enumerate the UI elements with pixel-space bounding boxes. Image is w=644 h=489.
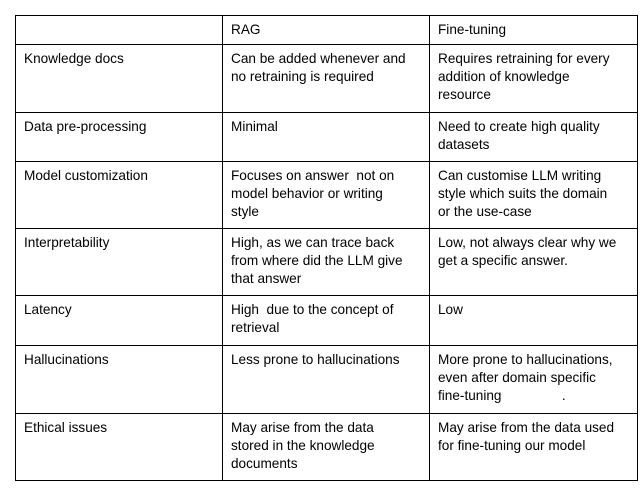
finetuning-cell (430, 414, 638, 481)
cell-text-line: addition of knowledge (438, 69, 570, 84)
rag-cell (223, 414, 430, 481)
cell-text-line: no retraining is required (231, 69, 374, 84)
cell-text-line: for fine-tuning our model (438, 438, 586, 453)
rag-cell (223, 346, 430, 414)
aspect-label: Model customization (24, 168, 148, 183)
aspect-cell (16, 45, 223, 113)
aspect-cell (16, 296, 223, 346)
cell-text-line: High, as we can trace back (231, 235, 395, 250)
header-cell-rag (223, 16, 430, 45)
cell-text-line: Low, not always clear why we (438, 235, 617, 250)
finetuning-cell (430, 346, 638, 414)
aspect-cell (16, 229, 223, 296)
aspect-cell (16, 346, 223, 414)
table-row (16, 229, 638, 296)
table-row (16, 414, 638, 481)
cell-text-line: More prone to hallucinations, (438, 352, 613, 367)
table-row (16, 45, 638, 113)
cell-text-line: resource (438, 87, 491, 102)
aspect-label: Ethical issues (24, 420, 108, 435)
aspect-cell (16, 414, 223, 481)
cell-text-line: stored in the knowledge (231, 438, 375, 453)
finetuning-cell (430, 113, 638, 162)
aspect-label: Interpretability (24, 235, 110, 250)
finetuning-cell (430, 45, 638, 113)
rag-cell (223, 162, 430, 229)
table-row (16, 346, 638, 414)
cell-text-line: Low (438, 302, 463, 317)
cell-text-line: Less prone to hallucinations (231, 352, 400, 367)
cell-text-line: Requires retraining for every (438, 51, 610, 66)
rag-cell (223, 229, 430, 296)
header-row (16, 16, 638, 45)
aspect-label: Hallucinations (24, 352, 109, 367)
table-row (16, 296, 638, 346)
header-label: Fine-tuning (438, 22, 507, 37)
comparison-table-container (15, 15, 638, 481)
cell-text-line: or the use-case (438, 204, 532, 219)
cell-text-line: High due to the concept of (231, 302, 394, 317)
cell-text-line: fine-tuning . (438, 388, 566, 403)
rag-cell (223, 45, 430, 113)
cell-text-line: Can customise LLM writing (438, 168, 602, 183)
aspect-label: Knowledge docs (24, 51, 124, 66)
cell-text-line: Focuses on answer not on (231, 168, 395, 183)
finetuning-cell (430, 162, 638, 229)
aspect-cell (16, 162, 223, 229)
finetuning-cell (430, 229, 638, 296)
cell-text-line: even after domain specific (438, 370, 596, 385)
table-row (16, 113, 638, 162)
cell-text-line: documents (231, 456, 298, 471)
header-label: RAG (231, 22, 261, 37)
cell-text-line: May arise from the data used (438, 420, 615, 435)
rag-cell (223, 296, 430, 346)
cell-text-line: Need to create high quality (438, 119, 600, 134)
header-cell-finetuning (430, 16, 638, 45)
finetuning-cell (430, 296, 638, 346)
cell-text-line: get a specific answer. (438, 253, 568, 268)
aspect-label: Data pre-processing (24, 119, 147, 134)
cell-text-line: datasets (438, 137, 490, 152)
cell-text-line: May arise from the data (231, 420, 374, 435)
aspect-label: Latency (24, 302, 72, 317)
rag-vs-finetuning-table (15, 15, 638, 481)
cell-text-line: model behavior or writing (231, 186, 383, 201)
cell-text-line: from where did the LLM give (231, 253, 403, 268)
cell-text-line: that answer (231, 271, 302, 286)
cell-text-line: retrieval (231, 320, 280, 335)
aspect-cell (16, 113, 223, 162)
rag-cell (223, 113, 430, 162)
header-cell-empty (16, 16, 223, 45)
cell-text-line: Minimal (231, 119, 278, 134)
cell-text-line: style which suits the domain (438, 186, 608, 201)
cell-text-line: style (231, 204, 259, 219)
cell-text-line: Can be added whenever and (231, 51, 406, 66)
table-row (16, 162, 638, 229)
